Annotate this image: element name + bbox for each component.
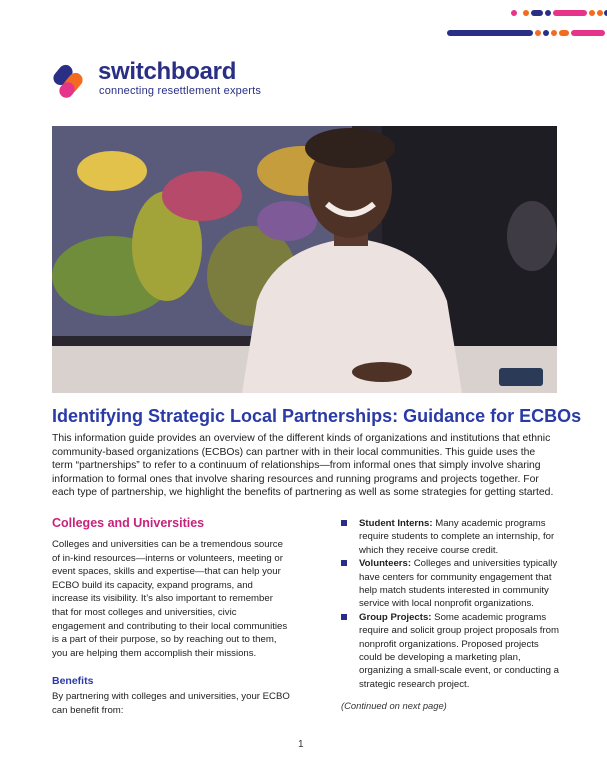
brand-name: switchboard bbox=[98, 58, 237, 85]
bullet-square-icon bbox=[341, 614, 347, 620]
intro-paragraph: This information guide provides an overview of the different kinds of organizations and institutions that ethnic community-based organizations (ECBOs) can partner with in their local communities. This guide uses the term “partnerships” to refer to a continuum of relationships—from informal ones that simply involve sharing information to formal ones that involve sharing resources and running programs and projects together. For each type of partnership, we highlight the benefits of partnering as well as some strategies for getting started. bbox=[52, 433, 554, 499]
bullet-text: Some academic programs require and solicit group project proposals from nonprofit organizations. Proposed projects could be developing a marketing plan, organizing a small-scale event, or conducting a strategic research project. bbox=[359, 611, 559, 690]
bullet-square-icon bbox=[341, 520, 347, 526]
switchboard-logo[interactable] bbox=[52, 60, 282, 102]
benefits-body: By partnering with colleges and universities, your ECBO can benefit from: bbox=[52, 691, 290, 716]
benefits-list bbox=[341, 517, 563, 691]
brand-tagline: connecting resettlement experts bbox=[99, 85, 262, 97]
decorative-dot-strip bbox=[447, 0, 607, 46]
photo-smiling-woman-icon bbox=[52, 126, 557, 393]
bullet-term: Group Projects: bbox=[359, 611, 432, 623]
page-number: 1 bbox=[298, 739, 304, 750]
list-item bbox=[341, 557, 563, 611]
page-title: Identifying Strategic Local Partnerships: Guidance for ECBOs bbox=[52, 406, 582, 426]
list-item bbox=[341, 517, 563, 557]
bullet-text: Many academic programs require students to complete an internship, for which they receive course credit. bbox=[359, 518, 555, 556]
benefits-heading: Benefits bbox=[52, 675, 94, 687]
hero-photo bbox=[52, 126, 557, 393]
bullet-term: Student Interns: bbox=[359, 518, 433, 529]
continued-note: (Continued on next page) bbox=[341, 700, 447, 711]
section-heading: Colleges and Universities bbox=[52, 516, 205, 530]
section-body: Colleges and universities can be a tremendous source of in-kind resources—interns or volunteers, meeting or event spaces, skills and expertise—that can help your ECBO build its capacity, expand programs, and increase its visibility. It’s also important to remember that for most colleges and universities, civic engagement and contributing to their local communities is a part of their purpose, so by reaching out to them, you are helping them accomplish their missions. bbox=[52, 539, 288, 659]
list-item bbox=[341, 611, 563, 691]
bullet-square-icon bbox=[341, 560, 347, 566]
bullet-text: Colleges and universities typically have centers for community engagement that help match students interested in community service with local nonprofit organizations. bbox=[359, 558, 558, 610]
bullet-term: Volunteers: bbox=[359, 558, 412, 570]
switchboard-logo-mark-icon bbox=[52, 60, 88, 102]
